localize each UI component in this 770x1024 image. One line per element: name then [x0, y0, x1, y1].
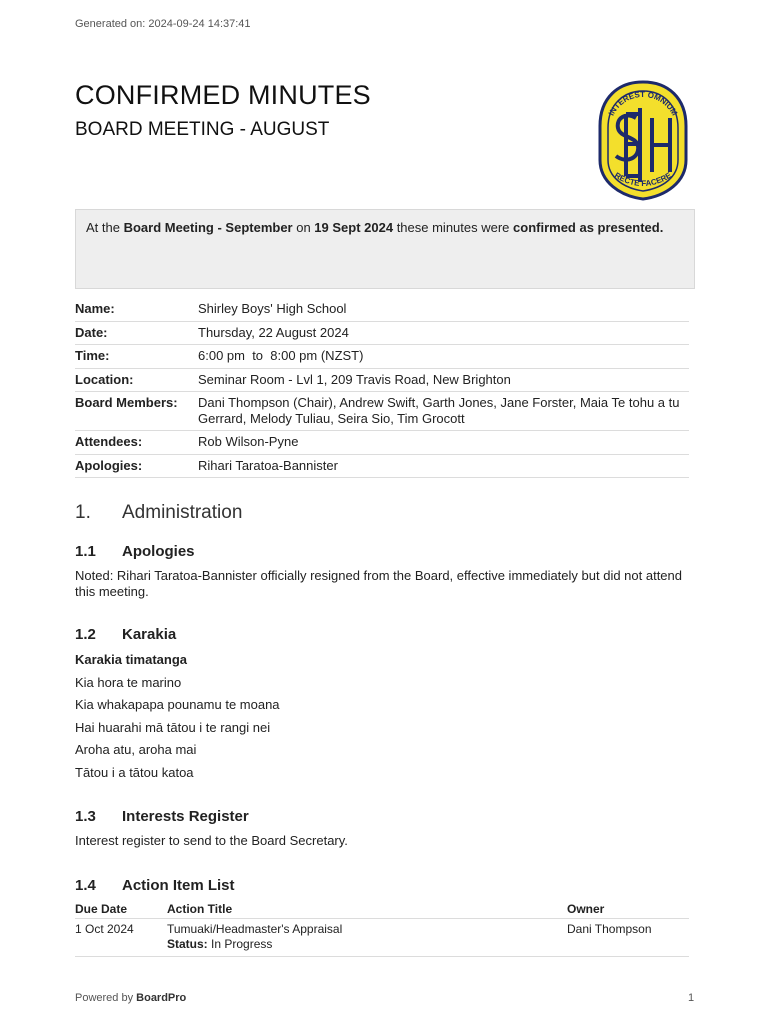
info-row-board-members [75, 392, 689, 431]
karakia-line: Kia whakapapa pounamu te moana [75, 697, 280, 712]
column-header-action-title: Action Title [167, 901, 567, 919]
confirmation-notice [75, 209, 695, 289]
info-value: Shirley Boys' High School [198, 298, 689, 321]
interests-register-text: Interest register to send to the Board Secretary. [75, 833, 348, 848]
karakia-subheading: Karakia timatanga [75, 652, 187, 667]
info-label: Board Members: [75, 392, 198, 431]
info-label: Location: [75, 368, 198, 392]
info-label: Attendees: [75, 431, 198, 455]
action-due-date: 1 Oct 2024 [75, 919, 167, 957]
document-subtitle: BOARD MEETING - AUGUST [75, 119, 330, 140]
logo-bottom-text: RECTE FACERE [612, 170, 674, 189]
powered-by-footer [75, 992, 186, 1004]
info-label: Date: [75, 321, 198, 345]
meeting-info-table [75, 298, 689, 478]
apologies-text: Noted: Rihari Taratoa-Bannister officially resigned from the Board, effective immediately but did not attend this meeting. [75, 568, 682, 599]
subsection-title: Karakia [122, 626, 177, 643]
action-table-header [75, 901, 689, 919]
info-label: Apologies: [75, 454, 198, 478]
info-value: Seminar Room - Lvl 1, 209 Travis Road, New Brighton [198, 368, 689, 392]
info-value: Dani Thompson (Chair), Andrew Swift, Garth Jones, Jane Forster, Maia Te tohu a tu Gerrard, Melody Tuliau, Seira Sio, Tim Grocott [198, 392, 689, 431]
karakia-line: Kia hora te marino [75, 675, 182, 690]
info-label: Name: [75, 298, 198, 321]
notice-meeting: Board Meeting - September [123, 220, 293, 235]
info-value: Rob Wilson-Pyne [198, 431, 689, 455]
notice-prefix: At the [86, 220, 124, 235]
karakia-line: Hai huarahi mā tātou i te rangi nei [75, 720, 271, 735]
subsection-number: 1.1 [75, 543, 96, 560]
status-value: In Progress [207, 937, 273, 951]
info-label: Time: [75, 345, 198, 369]
subsection-heading-action-item-list [75, 877, 235, 894]
karakia-line: Tātou i a tātou katoa [75, 765, 194, 780]
action-title-cell [167, 919, 567, 957]
section-number: 1. [75, 502, 91, 523]
info-value: 6:00 pm to 8:00 pm (NZST) [198, 345, 689, 369]
subsection-heading-apologies [75, 543, 195, 560]
info-row-time [75, 345, 689, 369]
notice-on: on [292, 220, 315, 235]
column-header-due-date: Due Date [75, 901, 167, 919]
info-row-location [75, 368, 689, 392]
info-row-date [75, 321, 689, 345]
generated-timestamp: Generated on: 2024-09-24 14:37:41 [75, 18, 251, 30]
karakia-line: Aroha atu, aroha mai [75, 742, 197, 757]
subsection-number: 1.3 [75, 808, 96, 825]
section-heading-administration [75, 502, 242, 524]
subsection-heading-karakia [75, 626, 176, 643]
section-title: Administration [122, 502, 243, 523]
notice-status: confirmed as presented. [513, 220, 664, 235]
notice-middle: these minutes were [393, 220, 514, 235]
info-row-name [75, 298, 689, 321]
powered-by-text: Powered by [75, 992, 137, 1004]
info-row-apologies [75, 454, 689, 478]
page-number: 1 [688, 992, 695, 1004]
action-owner: Dani Thompson [567, 919, 689, 957]
document-title: CONFIRMED MINUTES [75, 80, 371, 110]
subsection-title: Apologies [122, 543, 195, 560]
info-value: Thursday, 22 August 2024 [198, 321, 689, 345]
table-row [75, 919, 689, 957]
notice-date: 19 Sept 2024 [314, 220, 394, 235]
logo-top-text: INTEREST OMNIUM [606, 89, 680, 118]
subsection-heading-interests-register [75, 808, 249, 825]
status-label: Status: [167, 937, 208, 951]
action-status [167, 937, 567, 952]
subsection-number: 1.4 [75, 877, 96, 894]
column-header-owner: Owner [567, 901, 689, 919]
subsection-number: 1.2 [75, 626, 96, 643]
action-title: Tumuaki/Headmaster's Appraisal [167, 922, 343, 936]
subsection-title: Interests Register [122, 808, 249, 825]
action-item-table [75, 901, 689, 957]
brand-name: BoardPro [136, 992, 187, 1004]
subsection-title: Action Item List [122, 877, 235, 894]
info-row-attendees [75, 431, 689, 455]
info-value: Rihari Taratoa-Bannister [198, 454, 689, 478]
school-crest-logo [596, 78, 690, 202]
